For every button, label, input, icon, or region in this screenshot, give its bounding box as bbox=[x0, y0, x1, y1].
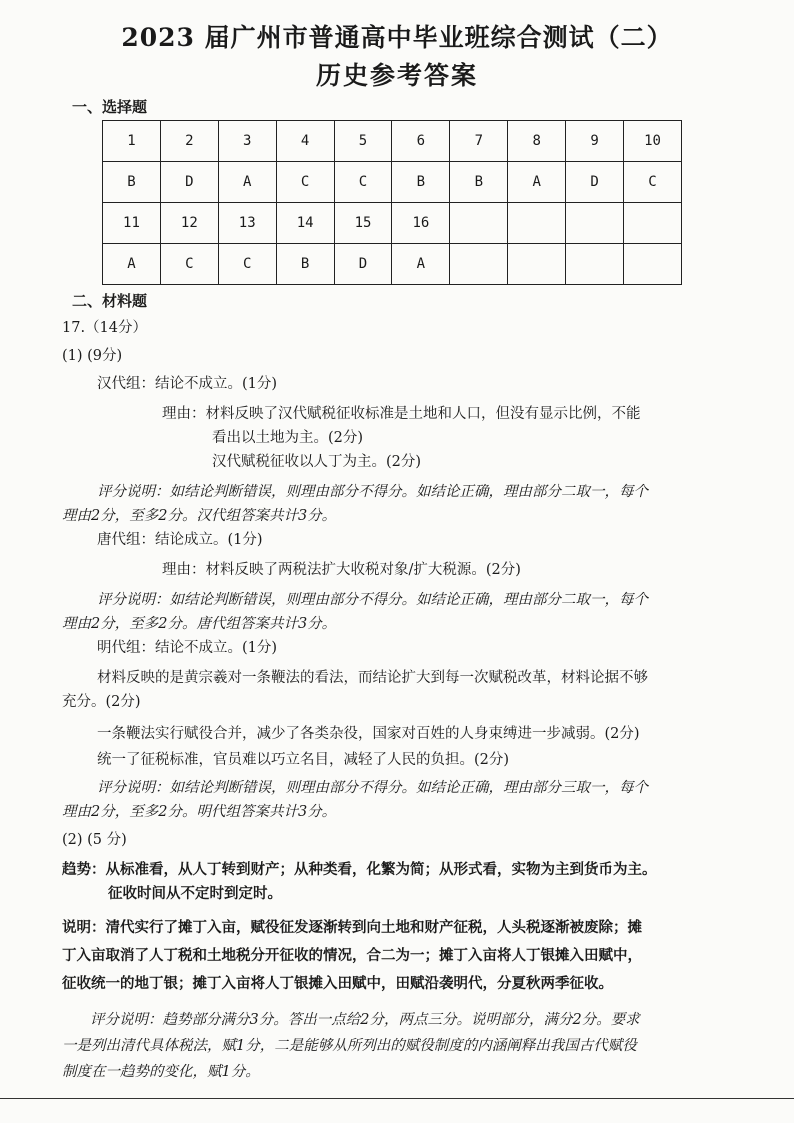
answer-cell: A bbox=[103, 244, 161, 285]
explain-line-b: 丁入亩取消了人丁税和土地税分开征收的情况，合二为一；摊丁入亩将人丁银摊入田赋中， bbox=[62, 947, 642, 964]
han-scoring-note-a: 评分说明：如结论判断错误，则理由部分不得分。如结论正确，理由部分二取一，每个 bbox=[97, 484, 648, 500]
han-scoring-note-b: 理由2分，至多2分。汉代组答案共计3分。 bbox=[62, 508, 337, 524]
answer-cell: A bbox=[508, 162, 566, 203]
empty-cell bbox=[508, 203, 566, 244]
han-reason-2: 汉代赋税征收以人丁为主。(2分) bbox=[212, 454, 422, 470]
question-number: 12 bbox=[160, 203, 218, 244]
question-number: 3 bbox=[218, 121, 276, 162]
answer-cell: C bbox=[334, 162, 392, 203]
question-number: 7 bbox=[450, 121, 508, 162]
title-line-2: 历史参考答案 bbox=[315, 61, 478, 90]
question-number: 13 bbox=[218, 203, 276, 244]
q17-header: 17.（14分） bbox=[62, 320, 148, 336]
question-number: 1 bbox=[103, 121, 161, 162]
empty-cell bbox=[450, 244, 508, 285]
title-line-1: 2023 届广州市普通高中毕业班综合测试（二） bbox=[121, 23, 673, 52]
table-row bbox=[103, 203, 682, 244]
part2-scoring-note-c: 制度在一趋势的变化，赋1分。 bbox=[62, 1064, 260, 1080]
question-number: 6 bbox=[392, 121, 450, 162]
part2-scoring-note-b: 一是列出清代具体税法，赋1分，二是能够从所列出的赋役制度的内涵阐释出我国古代赋役 bbox=[62, 1038, 637, 1054]
tang-reason: 理由：材料反映了两税法扩大收税对象/扩大税源。(2分) bbox=[162, 562, 521, 578]
tang-scoring-note-a: 评分说明：如结论判断错误，则理由部分不得分。如结论正确，理由部分二取一，每个 bbox=[97, 592, 648, 608]
question-number: 16 bbox=[392, 203, 450, 244]
answer-cell: D bbox=[566, 162, 624, 203]
explain-line-a: 说明：清代实行了摊丁入亩，赋役征发逐渐转到向土地和财产征税，人头税逐渐被废除；摊 bbox=[62, 919, 642, 936]
answer-cell: B bbox=[450, 162, 508, 203]
table-row bbox=[103, 162, 682, 203]
answer-cell: B bbox=[276, 244, 334, 285]
trend-line-a: 趋势：从标准看，从人丁转到财产；从种类看，化繁为简；从形式看，实物为主到货币为主。 bbox=[62, 861, 657, 878]
han-reason-1b: 看出以土地为主。(2分) bbox=[212, 430, 364, 446]
answer-cell: A bbox=[392, 244, 450, 285]
ming-scoring-note-a: 评分说明：如结论判断错误，则理由部分不得分。如结论正确，理由部分三取一，每个 bbox=[97, 780, 648, 796]
question-number: 15 bbox=[334, 203, 392, 244]
answer-cell: C bbox=[218, 244, 276, 285]
empty-cell bbox=[508, 244, 566, 285]
trend-line-b: 征收时间从不定时到定时。 bbox=[108, 885, 282, 902]
question-number: 2 bbox=[160, 121, 218, 162]
answer-cell: B bbox=[103, 162, 161, 203]
ming-reason-1a: 材料反映的是黄宗羲对一条鞭法的看法，而结论扩大到每一次赋税改革，材料论据不够 bbox=[97, 670, 648, 686]
tang-conclusion: 唐代组：结论成立。(1分) bbox=[97, 532, 263, 548]
empty-cell bbox=[450, 203, 508, 244]
empty-cell bbox=[624, 244, 682, 285]
ming-reason-3: 统一了征税标准，官员难以巧立名目，减轻了人民的负担。(2分) bbox=[97, 752, 510, 768]
ming-conclusion: 明代组：结论不成立。(1分) bbox=[97, 640, 278, 656]
question-number: 8 bbox=[508, 121, 566, 162]
answer-cell: B bbox=[392, 162, 450, 203]
empty-cell bbox=[566, 244, 624, 285]
ming-reason-2: 一条鞭法实行赋役合并，减少了各类杂役，国家对百姓的人身束缚进一步减弱。(2分) bbox=[97, 726, 640, 742]
table-row bbox=[103, 244, 682, 285]
han-conclusion: 汉代组：结论不成立。(1分) bbox=[97, 376, 278, 392]
question-number: 4 bbox=[276, 121, 334, 162]
question-number: 14 bbox=[276, 203, 334, 244]
han-reason-1a: 理由：材料反映了汉代赋税征收标准是土地和人口，但没有显示比例，不能 bbox=[162, 406, 641, 422]
answer-cell: C bbox=[276, 162, 334, 203]
part2-header: (2) (5 分) bbox=[62, 832, 127, 848]
question-number: 5 bbox=[334, 121, 392, 162]
question-number: 10 bbox=[624, 121, 682, 162]
explain-line-c: 征收统一的地丁银；摊丁入亩将人丁银摊入田赋中，田赋沿袭明代，分夏秋两季征收。 bbox=[62, 975, 613, 992]
tang-scoring-note-b: 理由2分，至多2分。唐代组答案共计3分。 bbox=[62, 616, 337, 632]
answer-table bbox=[102, 120, 682, 285]
answer-cell: A bbox=[218, 162, 276, 203]
section-material-heading: 二、材料题 bbox=[72, 292, 148, 310]
empty-cell bbox=[624, 203, 682, 244]
question-number: 9 bbox=[566, 121, 624, 162]
section-choice-heading: 一、选择题 bbox=[72, 98, 148, 116]
answer-cell: C bbox=[160, 244, 218, 285]
answer-cell: D bbox=[334, 244, 392, 285]
answer-cell: D bbox=[160, 162, 218, 203]
ming-reason-1b: 充分。(2分) bbox=[62, 694, 141, 710]
empty-cell bbox=[566, 203, 624, 244]
part1-header: (1) (9分) bbox=[62, 348, 123, 364]
table-row bbox=[103, 121, 682, 162]
ming-scoring-note-b: 理由2分，至多2分。明代组答案共计3分。 bbox=[62, 804, 337, 820]
question-number: 11 bbox=[103, 203, 161, 244]
part2-scoring-note-a: 评分说明：趋势部分满分3分。答出一点给2分，两点三分。说明部分，满分2分。要求 bbox=[90, 1012, 640, 1028]
answer-cell: C bbox=[624, 162, 682, 203]
bottom-divider bbox=[0, 1098, 794, 1099]
